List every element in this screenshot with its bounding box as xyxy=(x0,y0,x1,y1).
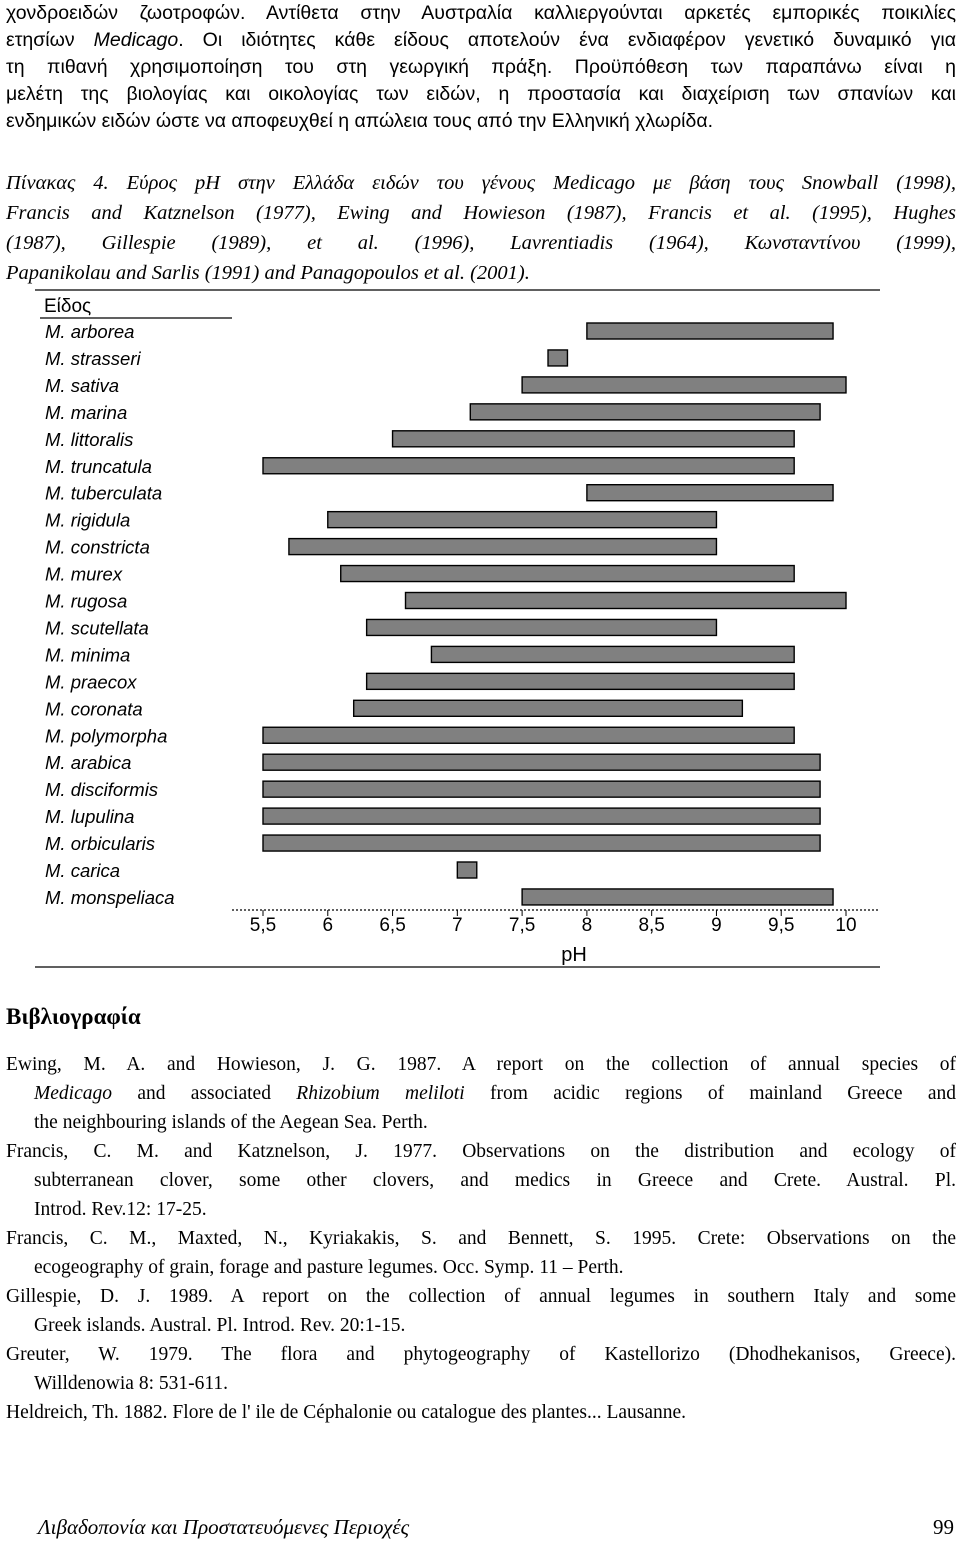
category-label: M. strasseri xyxy=(45,347,141,369)
reference-line: Francis, C. M., Maxted, N., Kyriakakis, S. and Bennett, S. 1995. Crete: Observations on the xyxy=(6,1228,956,1249)
range-bar xyxy=(393,431,795,447)
intro-line: μελέτη της βιολογίας και οικολογίας των ειδών, η προστασία και διαχείριση των σπανίων και xyxy=(6,83,956,105)
x-tick-label: 6 xyxy=(322,915,334,936)
category-label: M. carica xyxy=(45,860,121,881)
range-bar xyxy=(587,485,833,501)
reference-entry xyxy=(6,1340,956,1398)
x-tick-label: 7,5 xyxy=(508,915,536,936)
range-bar xyxy=(367,619,717,635)
x-tick-label: 7 xyxy=(452,915,463,936)
range-bar xyxy=(522,889,833,905)
range-bar xyxy=(367,673,795,689)
range-bar xyxy=(263,808,820,824)
intro-line: χονδροειδών ζωοτροφών. Αντίθετα στην Αυστραλία καλλιεργούνται αρκετές εμπορικές ποικιλίες xyxy=(6,2,956,24)
range-bar xyxy=(457,862,476,878)
reference-entry xyxy=(6,1282,956,1340)
category-label: M. constricta xyxy=(45,536,150,558)
footer-title: Λιβαδοπονία και Προστατευόμενες Περιοχές xyxy=(38,1515,410,1539)
intro-line: ετησίων Medicago. Οι ιδιότητες κάθε είδους αποτελούν ένα ενδιαφέρον γενετικό δυναμικό για xyxy=(6,29,956,51)
reference-line: Introd. Rev.12: 17-25. xyxy=(34,1199,207,1220)
x-tick-label: 5,5 xyxy=(249,915,277,936)
category-label: M. murex xyxy=(45,563,123,585)
category-label: M. arborea xyxy=(45,321,135,342)
caption-line: Πίνακας 4. Εύρος pH στην Ελλάδα ειδών του γένους Medicago με βάση τους Snowball (1998), xyxy=(6,172,956,194)
range-bar xyxy=(522,377,846,393)
category-label: M. tuberculata xyxy=(45,482,163,504)
x-tick-label: 8 xyxy=(581,915,593,936)
x-tick-label: 9,5 xyxy=(768,915,795,936)
category-label: M. marina xyxy=(45,401,128,423)
reference-line: Ewing, M. A. and Howieson, J. G. 1987. A report on the collection of annual species of xyxy=(6,1054,956,1075)
range-bar xyxy=(548,350,567,366)
category-header: Είδος xyxy=(44,296,92,317)
reference-list xyxy=(6,1050,956,1427)
category-label: M. monspeliaca xyxy=(45,886,175,908)
x-tick-label: 9 xyxy=(711,915,722,936)
reference-entry xyxy=(6,1398,956,1427)
reference-line: Francis, C. M. and Katznelson, J. 1977. Observations on the distribution and ecology of xyxy=(6,1141,956,1162)
category-label: M. rigidula xyxy=(45,509,131,531)
caption-line: (1987), Gillespie (1989), et al. (1996), Lavrentiadis (1964), Κωνσταντίνου (1999), xyxy=(6,232,956,254)
intro-line: ενδημικών ειδών ώστε να αποφευχθεί η απώλεια τους από την Ελληνική χλωρίδα. xyxy=(6,110,714,132)
range-bar xyxy=(263,835,820,851)
page-number: 99 xyxy=(933,1515,954,1539)
range-bar xyxy=(263,727,794,743)
range-bar xyxy=(263,458,794,474)
reference-line: Greek islands. Austral. Pl. Introd. Rev. 20:1-15. xyxy=(34,1315,406,1336)
x-tick-label: 8,5 xyxy=(638,915,665,936)
caption-line: Papanikolau and Sarlis (1991) and Panagopoulos et al. (2001). xyxy=(6,262,530,284)
intro-line: τη πιθανή χρησιμοποίηση του στη γεωργική πράξη. Προϋπόθεση των παραπάνω είναι η xyxy=(6,56,956,78)
range-bar xyxy=(328,512,717,528)
category-label: M. coronata xyxy=(45,698,143,720)
reference-entry xyxy=(6,1050,956,1137)
reference-line: Gillespie, D. J. 1989. A report on the collection of annual legumes in southern Italy and some xyxy=(6,1286,956,1307)
reference-line: Heldreich, Th. 1882. Flore de l' ile de Céphalonie ou catalogue des plantes... Lausanne. xyxy=(6,1402,687,1423)
category-label: M. scutellata xyxy=(45,617,149,639)
category-label: M. orbicularis xyxy=(45,833,155,855)
category-label: M. truncatula xyxy=(45,455,152,477)
reference-line: Medicago and associated Rhizobium meliloti from acidic regions of mainland Greece and xyxy=(34,1083,956,1104)
reference-entry xyxy=(6,1137,956,1224)
range-bar xyxy=(431,646,794,662)
range-bar xyxy=(341,566,794,582)
category-label: M. rugosa xyxy=(45,590,128,612)
reference-line: Willdenowia 8: 531-611. xyxy=(34,1373,229,1394)
x-tick-label: 10 xyxy=(835,915,857,936)
reference-entry xyxy=(6,1224,956,1282)
reference-line: Greuter, W. 1979. The flora and phytogeography of Kastellorizo (Dhodhekanisos, Greece). xyxy=(6,1344,956,1365)
caption-line: Francis and Katznelson (1977), Ewing and Howieson (1987), Francis et al. (1995), Hughes xyxy=(6,202,956,224)
category-label: M. littoralis xyxy=(45,428,134,450)
reference-line: ecogeography of grain, forage and pasture legumes. Occ. Symp. 11 – Perth. xyxy=(34,1257,624,1278)
range-bar xyxy=(263,754,820,770)
x-tick-label: 6,5 xyxy=(379,915,406,936)
range-bar xyxy=(470,404,820,420)
category-label: M. minima xyxy=(45,644,131,666)
range-bar xyxy=(263,781,820,797)
range-bar xyxy=(289,539,717,555)
bibliography-heading: Βιβλιογραφία xyxy=(6,1004,141,1029)
category-label: M. polymorpha xyxy=(45,725,168,747)
range-bar xyxy=(406,593,846,609)
category-label: M. arabica xyxy=(45,752,132,774)
reference-line: subterranean clover, some other clovers, and medics in Greece and Crete. Austral. Pl. xyxy=(34,1170,956,1191)
category-label: M. disciformis xyxy=(45,779,159,801)
range-bar xyxy=(587,323,833,339)
x-axis-label: pH xyxy=(561,944,587,966)
reference-line: the neighbouring islands of the Aegean Sea. Perth. xyxy=(34,1112,428,1133)
category-label: M. sativa xyxy=(45,374,120,396)
category-label: M. praecox xyxy=(45,671,137,693)
category-label: M. lupulina xyxy=(45,806,135,828)
range-bar xyxy=(354,700,743,716)
